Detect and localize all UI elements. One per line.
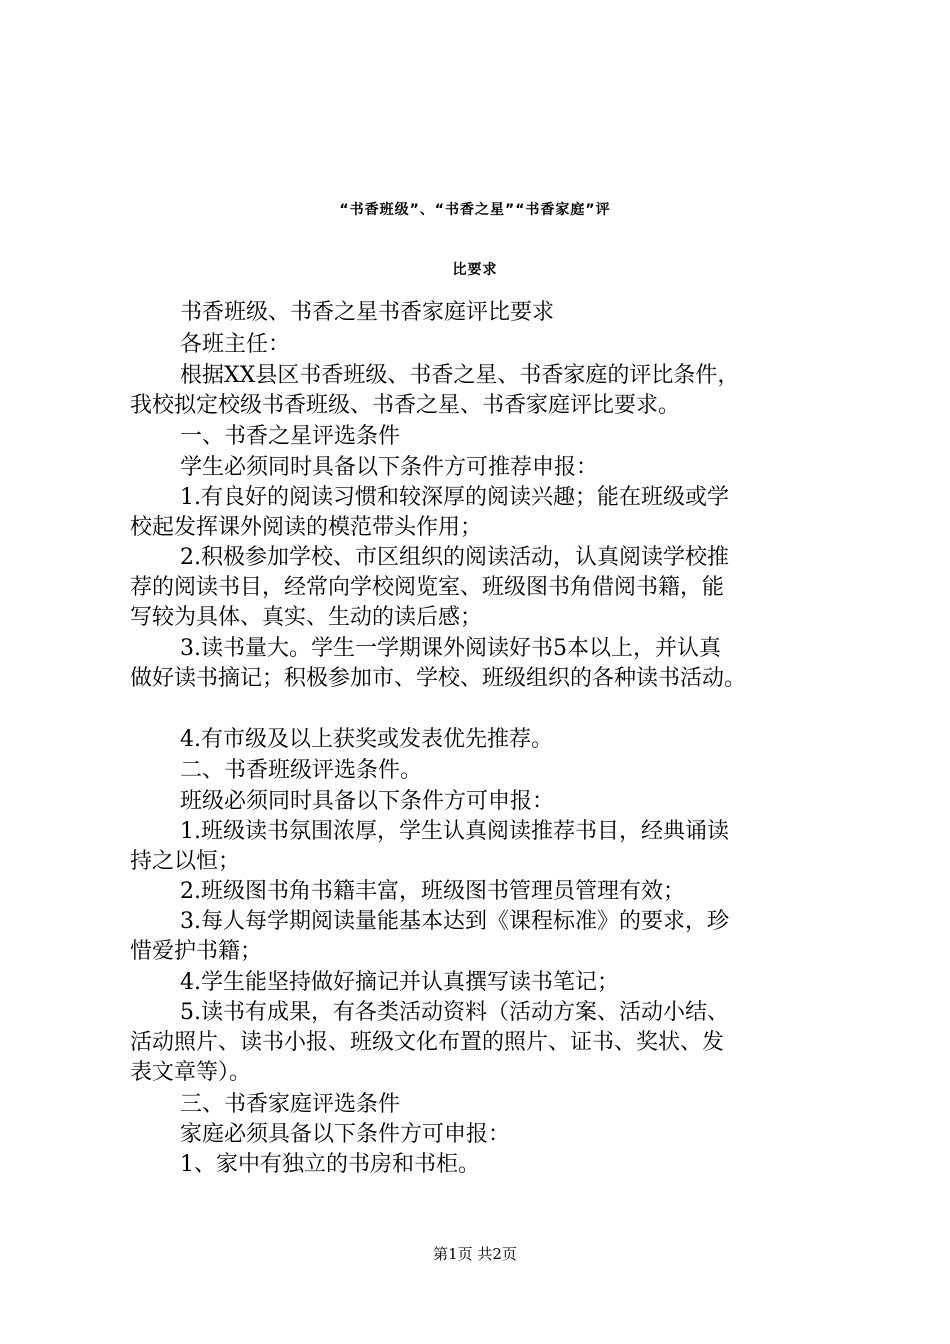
body-line: 表文章等）。: [130, 1060, 252, 1085]
body-line: 根据XX县区书香班级、书香之星、书香家庭的评比条件，: [180, 363, 740, 388]
body-line: 书香班级、书香之星书香家庭评比要求: [180, 300, 555, 325]
body-line: 惜爱护书籍；: [130, 939, 263, 964]
body-line: 3.每人每学期阅读量能基本达到《课程标准》的要求，珍: [180, 909, 729, 934]
body-line: 学生必须同时具备以下条件方可推荐申报：: [180, 455, 599, 480]
body-line: 2.积极参加学校、市区组织的阅读活动，认真阅读学校推: [180, 545, 729, 570]
body-line: 1、家中有独立的书房和书柜。: [180, 1152, 480, 1177]
body-line: 2.班级图书角书籍丰富，班级图书管理员管理有效；: [180, 879, 685, 904]
body-line: 写较为具体、真实、生动的读后感；: [130, 605, 483, 630]
page-number-footer: 第1页 共2页: [433, 1245, 517, 1263]
body-line: 4.有市级及以上获奖或发表优先推荐。: [180, 727, 553, 752]
document-title-line-1: “书香班级”、“书香之星”“书香家庭”评: [339, 202, 611, 218]
body-line: 活动照片、读书小报、班级文化布置的照片、证书、奖状、发: [130, 1030, 725, 1055]
section-heading: 三、书香家庭评选条件: [180, 1092, 401, 1117]
body-line: 做好读书摘记；积极参加市、学校、班级组织的各种读书活动。: [130, 666, 747, 691]
section-heading: 二、书香班级评选条件。: [180, 758, 423, 783]
body-line: 我校拟定校级书香班级、书香之星、书香家庭评比要求。: [130, 393, 681, 418]
body-line: 3.读书量大。学生一学期课外阅读好书5本以上，并认真: [180, 636, 721, 661]
body-line: 班级必须同时具备以下条件方可申报：: [180, 789, 555, 814]
section-heading: 一、书香之星评选条件: [180, 424, 401, 449]
body-line: 4.学生能坚持做好摘记并认真撰写读书笔记；: [180, 970, 619, 995]
body-line: 5.读书有成果，有各类活动资料（活动方案、活动小结、: [180, 1000, 729, 1025]
body-line: 1.班级读书氛围浓厚，学生认真阅读推荐书目，经典诵读: [180, 819, 729, 844]
body-line: 家庭必须具备以下条件方可申报：: [180, 1122, 511, 1147]
body-line: 各班主任：: [180, 332, 291, 357]
body-line: 1.有良好的阅读习惯和较深厚的阅读兴趣；能在班级或学: [180, 485, 729, 510]
document-title-line-2: 比要求: [452, 262, 498, 278]
body-line: 校起发挥课外阅读的模范带头作用；: [130, 515, 483, 540]
body-line: 荐的阅读书目，经常向学校阅览室、班级图书角借阅书籍，能: [130, 575, 725, 600]
body-line: 持之以恒；: [130, 849, 241, 874]
